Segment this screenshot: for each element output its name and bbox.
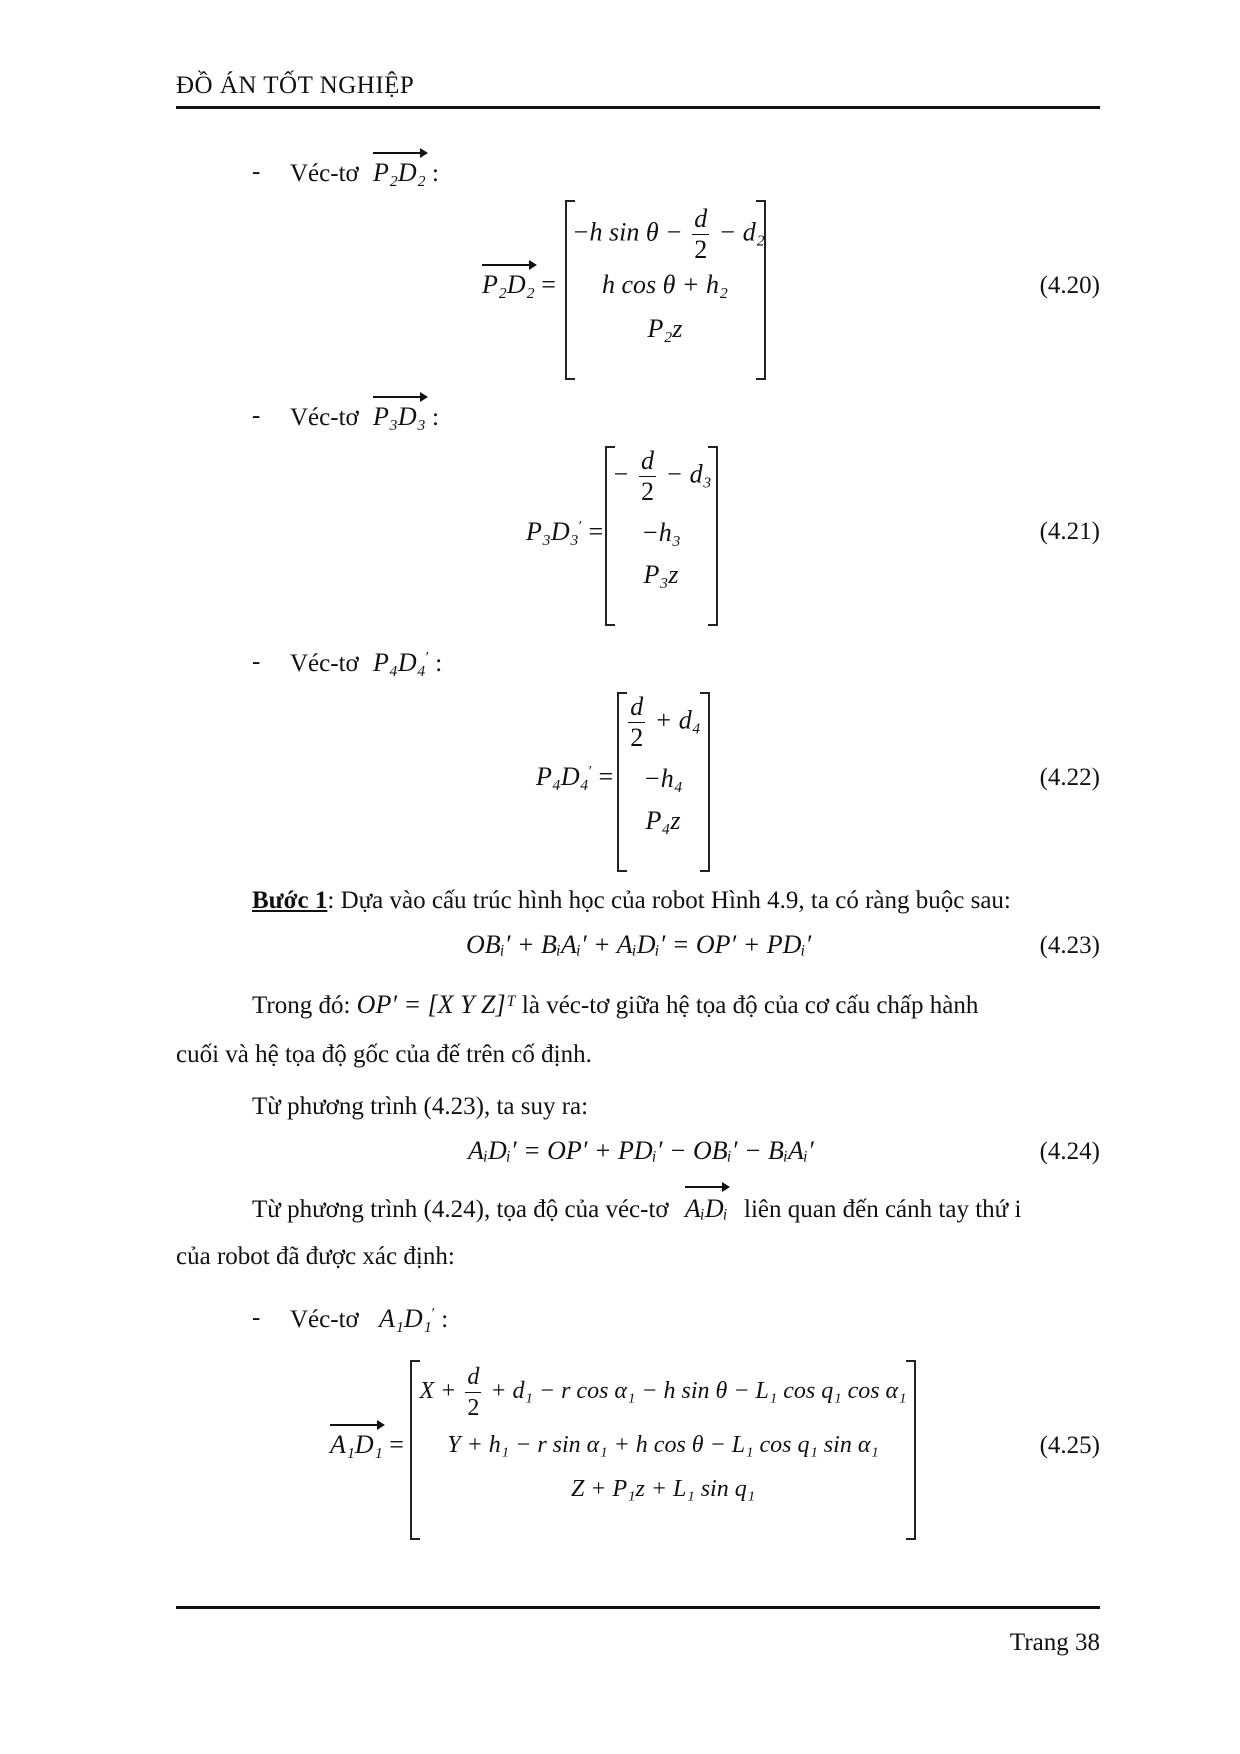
eq-4-22-number: (4.22) bbox=[1039, 764, 1100, 791]
vec-label: Véc-tơ bbox=[290, 650, 359, 677]
eq-4-24-expr: AᵢDᵢ′ = OP′ + PDᵢ′ − OBᵢ′ − BᵢAᵢ′ bbox=[468, 1136, 814, 1165]
vector-p3d3-symbol: P₃D₃ bbox=[373, 402, 426, 432]
trong-do-line1: Trong đó: OP′ = [X Y Z]ᵀ là véc-tơ giữa hệ tọa độ của cơ cấu chấp hành bbox=[252, 990, 979, 1019]
vector-aidi-symbol: AᵢDᵢ bbox=[685, 1192, 728, 1226]
eq-4-23-expr: OBᵢ′ + BᵢAᵢ′ + AᵢDᵢ′ = OP′ + PDᵢ′ bbox=[466, 930, 812, 959]
vec-label: Véc-tơ bbox=[290, 1306, 359, 1333]
bullet-a1d1 bbox=[290, 1304, 448, 1334]
colon: : bbox=[432, 160, 439, 187]
eq-4-20-row2: h cos θ + h₂ bbox=[601, 270, 728, 299]
page-number: Trang 38 bbox=[1009, 1629, 1100, 1656]
eq-4-22-row1: $\frac{d}{2}$ + d₄ bbox=[630, 692, 701, 752]
eq-4-20-row3: P₂z bbox=[647, 314, 683, 343]
eq-4-25-row2: Y + h₁ − r sin α₁ + h cos θ − L₁ cos q₁ sin α₁ bbox=[447, 1432, 879, 1458]
header-rule bbox=[176, 106, 1100, 109]
eq-4-22-row3: P₄z bbox=[645, 806, 681, 835]
colon: : bbox=[441, 1306, 449, 1333]
colon: : bbox=[435, 650, 443, 677]
op-definition: OP′ = [X Y Z]ᵀ bbox=[356, 990, 516, 1019]
footer-rule bbox=[176, 1606, 1100, 1609]
bullet-p2d2 bbox=[290, 158, 439, 188]
vector-p4d4-symbol: P₄D₄′ bbox=[373, 648, 430, 677]
eq-4-25-number: (4.25) bbox=[1039, 1432, 1100, 1459]
eq-4-21-row1: − $\frac{d}{2}$ − d₃ bbox=[612, 446, 712, 506]
vec-label: Véc-tơ bbox=[290, 404, 359, 431]
trong-do-line2: cuối và hệ tọa độ gốc của đế trên cố định. bbox=[176, 1041, 592, 1068]
step1-label: Bước 1 bbox=[252, 887, 328, 914]
eq-4-21-row2: −h₃ bbox=[641, 518, 681, 547]
bullet-p3d3 bbox=[290, 402, 439, 432]
bullet-dash: - bbox=[252, 402, 261, 429]
eq-4-21-number: (4.21) bbox=[1039, 518, 1100, 545]
vector-a1d1-symbol: A₁D₁′ bbox=[379, 1304, 436, 1333]
tu-pt-line2: của robot đã được xác định: bbox=[176, 1243, 455, 1270]
eq-4-20-lhs: P₂D₂ = bbox=[482, 270, 556, 300]
eq-4-25-row1: X + $\frac{d}{2}$ + d₁ − r cos α₁ − h sin θ − L₁ cos q₁ cos α₁ bbox=[419, 1364, 907, 1421]
eq-4-22-row2: −h₄ bbox=[643, 764, 683, 793]
bullet-dash: - bbox=[252, 158, 261, 185]
bullet-dash: - bbox=[252, 648, 261, 675]
page-header-title: ĐỒ ÁN TỐT NGHIỆP bbox=[176, 72, 415, 99]
eq-4-21-row3: P₃z bbox=[643, 560, 679, 589]
bullet-dash: - bbox=[252, 1304, 261, 1331]
bullet-p4d4 bbox=[290, 648, 442, 678]
vec-label: Véc-tơ bbox=[290, 160, 359, 187]
eq-4-24-number: (4.24) bbox=[1039, 1138, 1100, 1165]
eq-4-25-row3: Z + P₁z + L₁ sin q₁ bbox=[570, 1476, 756, 1502]
vector-p2d2-symbol: P₂D₂ bbox=[373, 158, 426, 188]
eq-4-22-lhs: P₄D₄′ = bbox=[536, 762, 614, 791]
eq-4-23-number: (4.23) bbox=[1039, 932, 1100, 959]
tu-pt-line1: Từ phương trình (4.24), tọa độ của véc-tơ AᵢDᵢ liên quan đến cánh tay thứ i bbox=[252, 1192, 1021, 1227]
eq-4-20-row1: −h sin θ − $\frac{d}{2}$ − d₂ bbox=[572, 204, 765, 264]
eq-4-20-number: (4.20) bbox=[1039, 272, 1100, 299]
eq-4-25-lhs: A₁D₁ = bbox=[330, 1430, 404, 1460]
step1-paragraph: Bước 1: Dựa vào cấu trúc hình học của robot Hình 4.9, ta có ràng buộc sau: bbox=[252, 887, 1011, 914]
colon: : bbox=[432, 404, 439, 431]
eq-4-21-lhs: P₃D₃′ = bbox=[526, 517, 604, 546]
suy-ra-paragraph: Từ phương trình (4.23), ta suy ra: bbox=[252, 1093, 589, 1120]
